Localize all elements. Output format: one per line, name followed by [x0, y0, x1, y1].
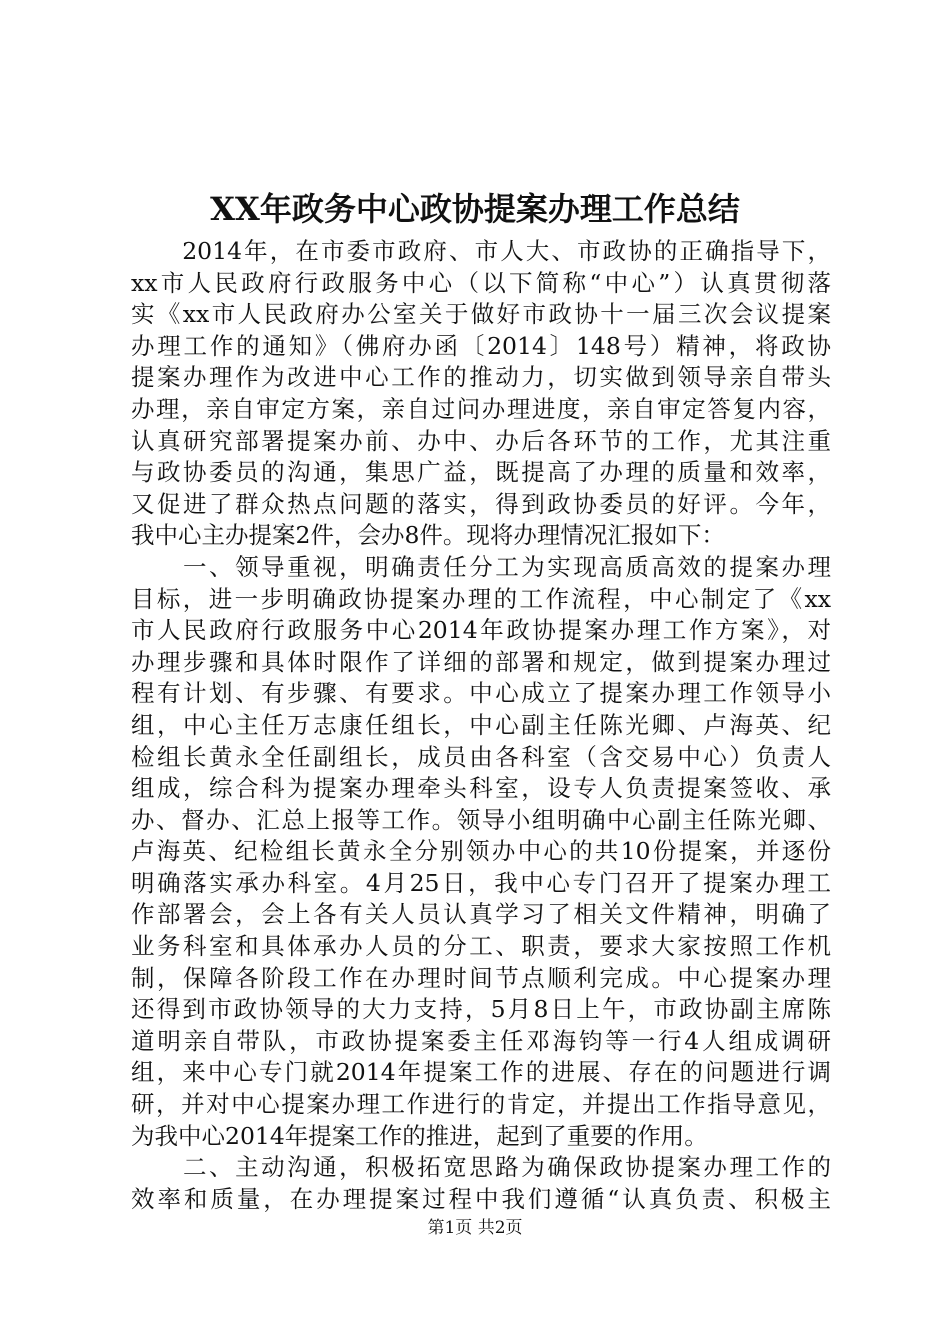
body-line: 研，并对中心提案办理工作进行的肯定，并提出工作指导意见，: [131, 1090, 831, 1119]
body-line: xx市人民政府行政服务中心（以下简称“中心”）认真贯彻落: [131, 268, 831, 297]
document-body: [131, 236, 831, 1215]
body-line: 卢海英、纪检组长黄永全分别领办中心的共10份提案，并逐份: [131, 837, 831, 866]
body-line: 目标，进一步明确政协提案办理的工作流程，中心制定了《xx: [131, 584, 831, 613]
body-line: 市人民政府行政服务中心2014年政协提案办理工作方案》，对: [131, 616, 831, 645]
body-line: 组成，综合科为提案办理牵头科室，设专人负责提案签收、承: [131, 774, 831, 803]
body-line: 我中心主办提案2件，会办8件。现将办理情况汇报如下：: [131, 521, 725, 550]
body-line: 办理步骤和具体时限作了详细的部署和规定，做到提案办理过: [131, 647, 831, 676]
body-line: 效率和质量，在办理提案过程中我们遵循“认真负责、积极主: [131, 1184, 831, 1213]
body-line: 组，中心主任万志康任组长，中心副主任陈光卿、卢海英、纪: [131, 710, 831, 739]
page-footer: 第1页 共2页: [427, 1218, 523, 1238]
body-line: 为我中心2014年提案工作的推进，起到了重要的作用。: [131, 1121, 708, 1150]
body-line: 实《xx市人民政府办公室关于做好市政协十一届三次会议提案: [131, 300, 831, 329]
body-line: 还得到市政协领导的大力支持，5月8日上午，市政协副主席陈: [131, 995, 831, 1024]
body-line: 二、主动沟通，积极拓宽思路为确保政协提案办理工作的: [131, 1153, 831, 1182]
body-line: 提案办理作为改进中心工作的推动力，切实做到领导亲自带头: [131, 363, 831, 392]
body-line: 一、领导重视，明确责任分工为实现高质高效的提案办理: [131, 552, 831, 581]
body-line: 组，来中心专门就2014年提案工作的进展、存在的问题进行调: [131, 1058, 831, 1087]
body-line: 程有计划、有步骤、有要求。中心成立了提案办理工作领导小: [131, 679, 831, 708]
body-line: 明确落实承办科室。4月25日，我中心专门召开了提案办理工: [131, 868, 831, 897]
body-line: 道明亲自带队，市政协提案委主任邓海钧等一行4人组成调研: [131, 1026, 831, 1055]
body-line: 办、督办、汇总上报等工作。领导小组明确中心副主任陈光卿、: [131, 805, 831, 834]
body-line: 与政协委员的沟通，集思广益，既提高了办理的质量和效率，: [131, 458, 831, 487]
body-line: 作部署会，会上各有关人员认真学习了相关文件精神，明确了: [131, 900, 831, 929]
body-line: 办理工作的通知》（佛府办函〔2014〕148号）精神，将政协: [131, 331, 831, 360]
document-title: XX年政务中心政协提案办理工作总结: [210, 190, 740, 228]
body-line: 办理，亲自审定方案，亲自过问办理进度，亲自审定答复内容，: [131, 394, 831, 423]
body-line: 2014年，在市委市政府、市人大、市政协的正确指导下，: [131, 237, 831, 265]
body-line: 业务科室和具体承办人员的分工、职责，要求大家按照工作机: [131, 932, 831, 961]
body-line: 又促进了群众热点问题的落实，得到政协委员的好评。今年，: [131, 489, 831, 518]
body-line: 认真研究部署提案办前、办中、办后各环节的工作，尤其注重: [131, 426, 831, 455]
body-line: 检组长黄永全任副组长，成员由各科室（含交易中心）负责人: [131, 742, 831, 771]
body-line: 制，保障各阶段工作在办理时间节点顺利完成。中心提案办理: [131, 963, 831, 992]
